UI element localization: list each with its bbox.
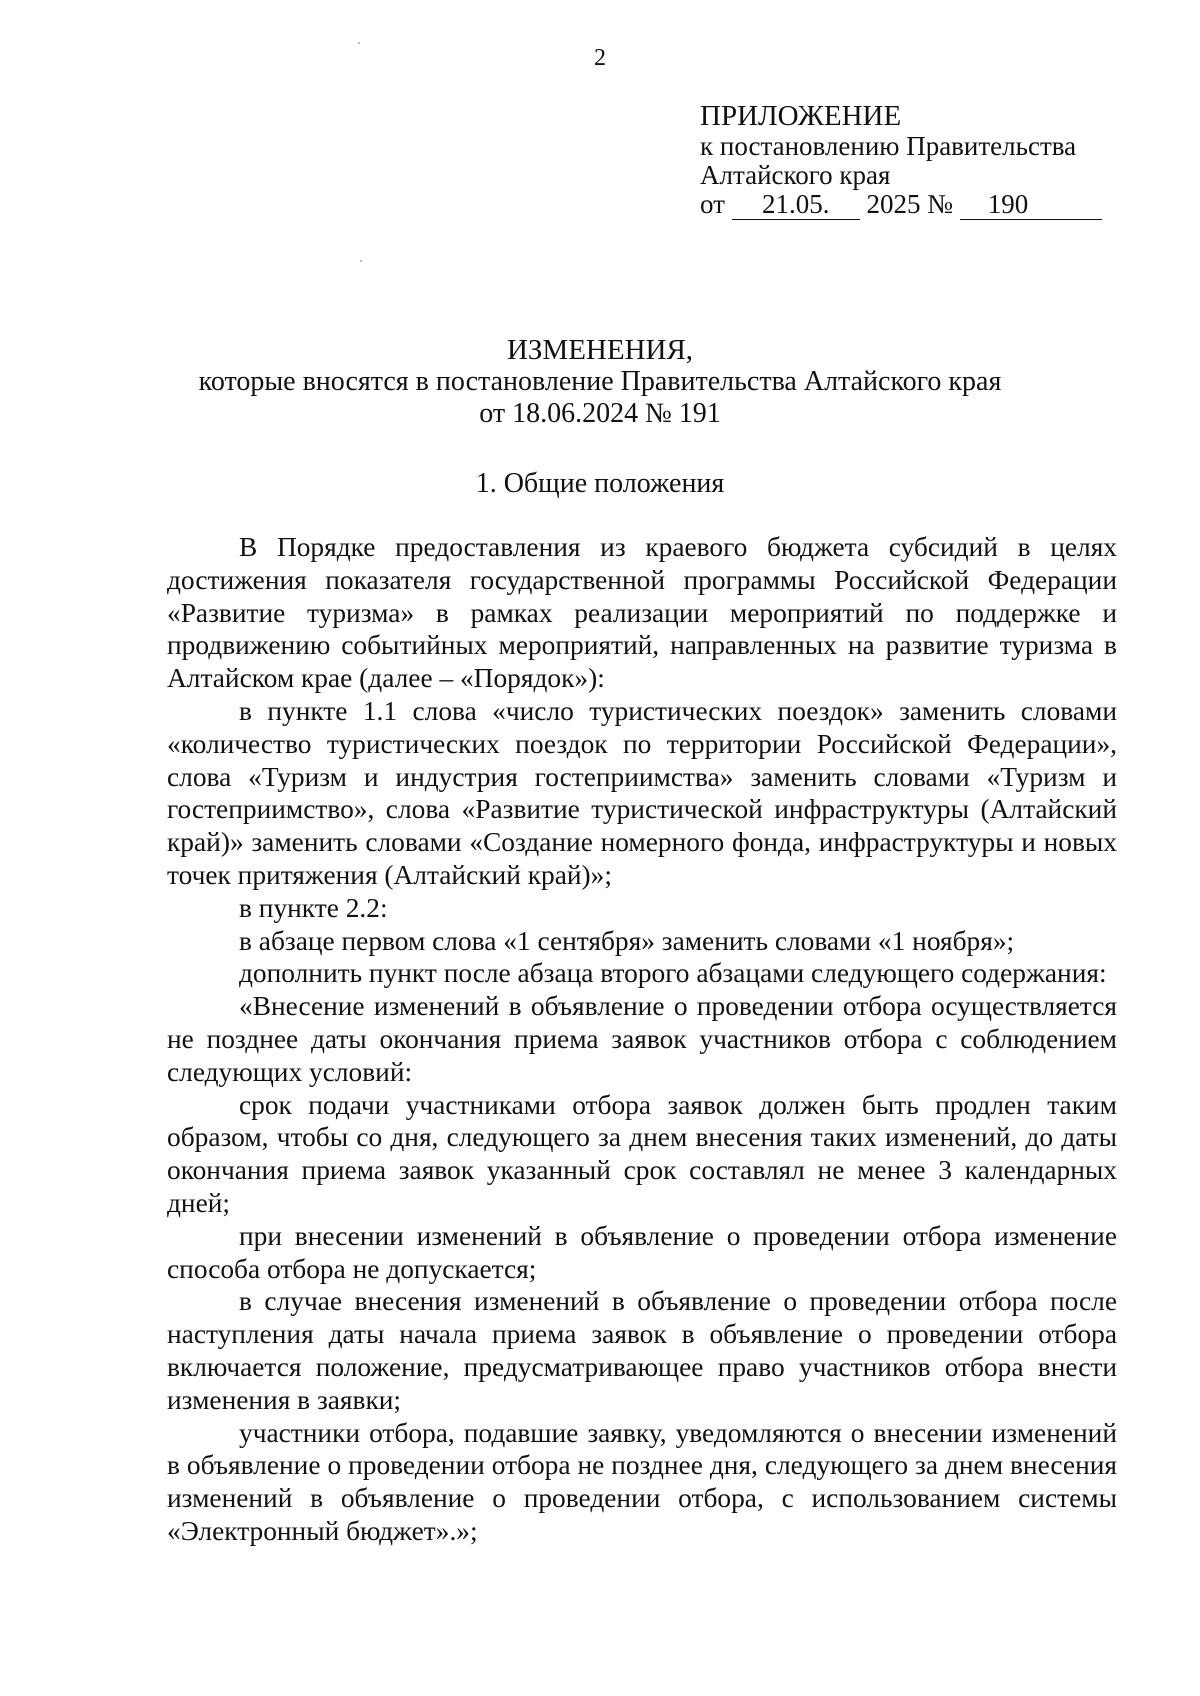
date-prefix: от [700, 189, 725, 219]
document-title [0, 334, 1200, 430]
date-value: 21.05. [732, 190, 860, 220]
page-number: 2 [594, 45, 606, 71]
appendix-line-1: к постановлению Правительства [700, 131, 1077, 161]
title-line-1: ИЗМЕНЕНИЯ, [506, 334, 694, 366]
title-line-2: которые вносятся в постановление Правительства Алтайского края [198, 366, 1002, 397]
paragraph: при внесении изменений в объявление о проведении отбора изменение способа отбора не допускается; [167, 1220, 1117, 1284]
paragraph: в случае внесения изменений в объявление о проведении отбора после наступления даты начала приема заявок в объявление о проведении отбора включается положение, предусматривающее право участников отбора внести изменения в заявки; [167, 1286, 1117, 1415]
paragraph: В Порядке предоставления из краевого бюджета субсидий в целях достижения показателя государственной программы Российской Федерации «Развитие туризма» в рамках реализации мероприятий по поддержке и продвижению событийных мероприятий, направленных на развитие туризма в Алтайском крае (далее – «Порядок»): [167, 532, 1117, 694]
year-and-number-sign: 2025 № [866, 189, 953, 219]
paragraph: в пункте 2.2: [239, 892, 388, 923]
scan-speck [358, 42, 360, 44]
paragraph: в пункте 1.1 слова «число туристических поездок» заменить словами «количество туристических поездок по территории Российской Федерации», слова «Туризм и индустрия гостеприимства» заменить словами «Туризм и гостеприимство», слова «Развитие туристической инфраструктуры (Алтайский край)» заменить словами «Создание номерного фонда, инфраструктуры и новых точек притяжения (Алтайский край)»; [167, 695, 1117, 890]
appendix-date-line [700, 190, 1102, 220]
scan-speck [360, 260, 362, 262]
title-line-3: от 18.06.2024 № 191 [479, 398, 721, 429]
paragraph: участники отбора, подавшие заявку, уведомляются о внесении изменений в объявление о проведении отбора не позднее дня, следующего за днем внесения изменений в объявление о проведении отбора, с использованием системы «Электронный бюджет».»; [167, 1417, 1117, 1546]
paragraph: срок подачи участниками отбора заявок должен быть продлен таким образом, чтобы со дня, следующего за днем внесения таких изменений, до даты окончания приема заявок указанный срок составлял не менее 3 календарных дней; [167, 1089, 1117, 1218]
appendix-block [700, 100, 1102, 220]
body-text [167, 531, 1117, 1548]
paragraph: «Внесение изменений в объявление о проведении отбора осуществляется не позднее даты окончания приема заявок участников отбора с соблюдением следующих условий: [167, 991, 1117, 1087]
paragraph: в абзаце первом слова «1 сентября» заменить словами «1 ноября»; [239, 925, 1015, 956]
number-value: 190 [960, 190, 1102, 220]
appendix-heading: ПРИЛОЖЕНИЕ [700, 100, 902, 132]
section-heading: 1. Общие положения [475, 468, 725, 499]
appendix-line-2: Алтайского края [700, 160, 891, 190]
paragraph: дополнить пункт после абзаца второго абзацами следующего содержания: [239, 958, 1107, 989]
